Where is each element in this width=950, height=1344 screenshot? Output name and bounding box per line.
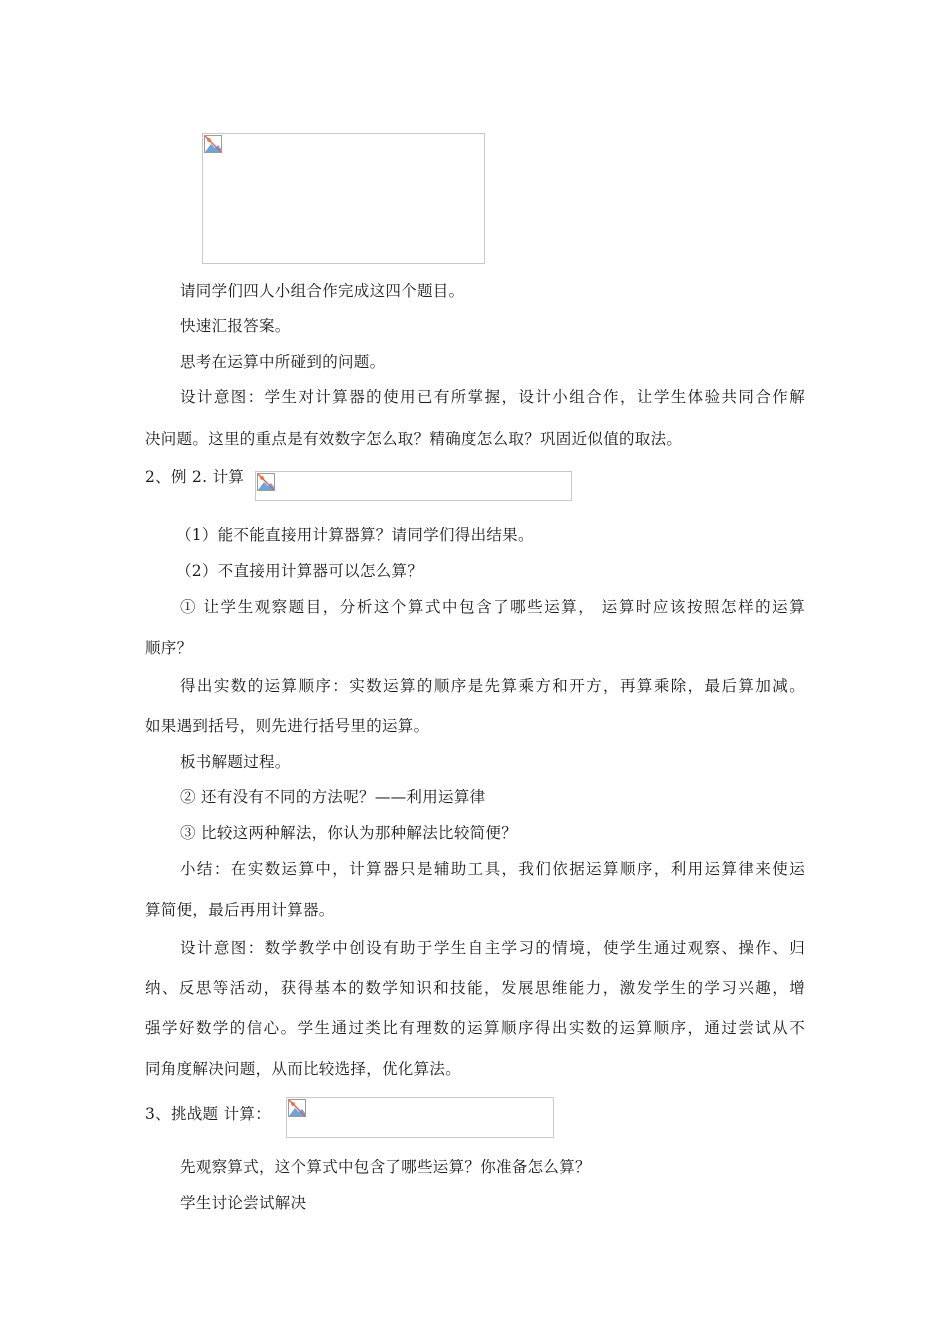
challenge-line: 先观察算式，这个算式中包含了哪些运算？你准备怎么算？ <box>180 1158 591 1176</box>
question-2: （2）不直接用计算器可以怎么算？ <box>176 562 424 580</box>
question-1: （1）能不能直接用计算器算？请同学们得出结果。 <box>176 526 534 544</box>
figure-image-1 <box>202 133 485 264</box>
formula-image-challenge <box>286 1097 554 1138</box>
operation-order-paragraph: 得出实数的运算顺序：实数运算的顺序是先算乘方和开方，再算乘除，最后算加减。 <box>180 677 805 695</box>
challenge-label: 3、挑战题 计算： <box>145 1105 271 1123</box>
design-intent-paragraph: 设计意图：学生对计算器的使用已有所掌握，设计小组合作，让学生体验共同合作解 <box>180 388 805 406</box>
step-1-paragraph: 顺序？ <box>145 639 193 657</box>
design-intent-paragraph-2: 同角度解决问题，从而比较选择，优化算法。 <box>145 1060 462 1078</box>
summary-paragraph: 小结：在实数运算中，计算器只是辅助工具，我们依据运算顺序，利用运算律来使运 <box>180 860 805 878</box>
challenge-line: 学生讨论尝试解决 <box>180 1194 307 1212</box>
design-intent-paragraph: 决问题。这里的重点是有效数字怎么取？精确度怎么取？巩固近似值的取法。 <box>145 430 683 448</box>
board-writing-line: 板书解题过程。 <box>180 753 291 771</box>
broken-image-icon <box>204 135 222 153</box>
design-intent-paragraph-2: 强学好数学的信心。学生通过类比有理数的运算顺序得出实数的运算顺序，通过尝试从不 <box>145 1019 805 1037</box>
instruction-line: 思考在运算中所碰到的问题。 <box>180 353 386 371</box>
design-intent-paragraph-2: 设计意图：数学教学中创设有助于学生自主学习的情境，使学生通过观察、操作、归 <box>180 939 805 957</box>
broken-image-icon <box>288 1099 306 1117</box>
design-intent-paragraph-2: 纳、反思等活动，获得基本的数学知识和技能，发展思维能力，激发学生的学习兴趣，增 <box>145 979 805 997</box>
instruction-line: 请同学们四人小组合作完成这四个题目。 <box>180 282 465 300</box>
broken-image-icon <box>257 473 275 491</box>
step-2-line: ② 还有没有不同的方法呢？——利用运算律 <box>180 788 486 806</box>
summary-paragraph: 算简便，最后再用计算器。 <box>145 901 335 919</box>
example-2-label: 2、例 2. 计算 <box>145 468 245 486</box>
instruction-line: 快速汇报答案。 <box>180 317 291 335</box>
formula-image-example-2 <box>255 471 572 501</box>
step-1-paragraph: ① 让学生观察题目，分析这个算式中包含了哪些运算， 运算时应该按照怎样的运算 <box>180 598 805 616</box>
operation-order-paragraph: 如果遇到括号，则先进行括号里的运算。 <box>145 717 430 735</box>
step-3-line: ③ 比较这两种解法，你认为那种解法比较简便？ <box>180 824 518 842</box>
